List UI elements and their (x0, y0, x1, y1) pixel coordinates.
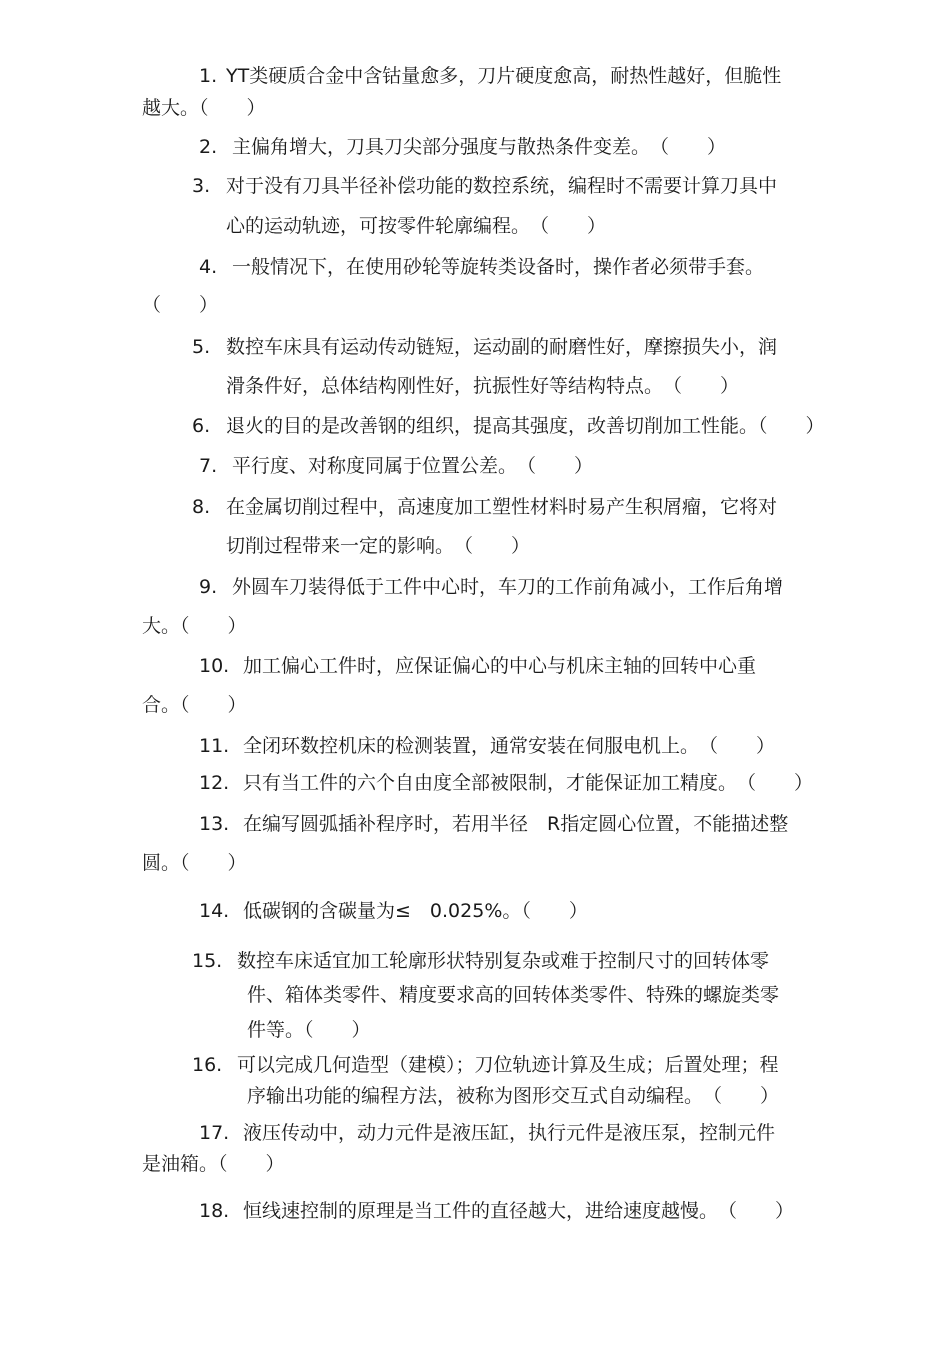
question-number: 2. (199, 136, 218, 158)
question-text: 在金属切削过程中，高速度加工塑性材料时易产生积屑瘤，它将对 (226, 496, 778, 518)
question-text: 加工偏心工件时，应保证偏心的中心与机床主轴的回转中心重 (243, 655, 757, 677)
question-text: 合。（ ） (142, 694, 247, 716)
question-text: 圆。（ ） (142, 852, 247, 874)
question-text: 主偏角增大，刀具刀尖部分强度与散热条件变差。 （ ） (232, 136, 727, 158)
question-text: 液压传动中，动力元件是液压缸，执行元件是液压泵，控制元件 (243, 1122, 776, 1144)
question-number: 15. (192, 950, 223, 972)
question-text: （ ） (142, 294, 219, 316)
question-text: 退火的目的是改善钢的组织，提高其强度，改善切削加工性能。（ ） (226, 415, 825, 437)
question-text: 越大。（ ） (142, 97, 266, 119)
question-text: 在编写圆弧插补程序时，若用半径 R指定圆心位置，不能描述整 (243, 813, 789, 835)
question-number: 9. (199, 576, 218, 598)
question-text: 滑条件好，总体结构刚性好，抗振性好等结构特点。 （ ） (226, 375, 740, 397)
question-text: 低碳钢的含碳量为≤ 0.025%。（ ） (243, 900, 588, 922)
question-number: 8. (192, 496, 211, 518)
question-number: 11. (199, 735, 230, 757)
question-text: 对于没有刀具半径补偿功能的数控系统，编程时不需要计算刀具中 (226, 175, 778, 197)
question-text: 外圆车刀装得低于工件中心时，车刀的工作前角减小，工作后角增 (232, 576, 784, 598)
question-number: 4. (199, 256, 218, 278)
question-number: 3. (192, 175, 211, 197)
question-number: 1. (199, 65, 218, 87)
question-number: 10. (199, 655, 230, 677)
question-number: 12. (199, 772, 230, 794)
question-text: 恒线速控制的原理是当工件的直径越大，进给速度越慢。 （ ） (243, 1200, 795, 1222)
question-number: 17. (199, 1122, 230, 1144)
question-text: 心的运动轨迹，可按零件轮廓编程。 （ ） (226, 215, 607, 237)
question-text: 平行度、对称度同属于位置公差。 （ ） (232, 455, 594, 477)
question-text: 可以完成几何造型（建模）；刀位轨迹计算及生成；后置处理；程 (237, 1054, 779, 1076)
question-text: 只有当工件的六个自由度全部被限制，才能保证加工精度。 （ ） (243, 772, 814, 794)
question-text: YT类硬质合金中含钴量愈多，刀片硬度愈高，耐热性越好，但脆性 (226, 65, 782, 87)
question-number: 6. (192, 415, 211, 437)
question-text: 切削过程带来一定的影响。 （ ） (226, 535, 531, 557)
question-text: 数控车床具有运动传动链短，运动副的耐磨性好，摩擦损失小，润 (226, 336, 778, 358)
question-text: 序输出功能的编程方法，被称为图形交互式自动编程。 （ ） (247, 1085, 780, 1107)
question-text: 件等。（ ） (247, 1019, 371, 1041)
question-number: 5. (192, 336, 211, 358)
question-text: 全闭环数控机床的检测装置，通常安装在伺服电机上。 （ ） (243, 735, 776, 757)
question-text: 大。（ ） (142, 615, 247, 637)
question-number: 18. (199, 1200, 230, 1222)
question-text: 件、箱体类零件、精度要求高的回转体类零件、特殊的螺旋类零 (247, 984, 780, 1006)
question-number: 7. (199, 455, 218, 477)
question-text: 一般情况下，在使用砂轮等旋转类设备时，操作者必须带手套。 (232, 256, 765, 278)
question-text: 是油箱。（ ） (142, 1153, 285, 1175)
question-number: 16. (192, 1054, 223, 1076)
question-number: 14. (199, 900, 230, 922)
question-number: 13. (199, 813, 230, 835)
question-text: 数控车床适宜加工轮廓形状特别复杂或难于控制尺寸的回转体零 (237, 950, 770, 972)
